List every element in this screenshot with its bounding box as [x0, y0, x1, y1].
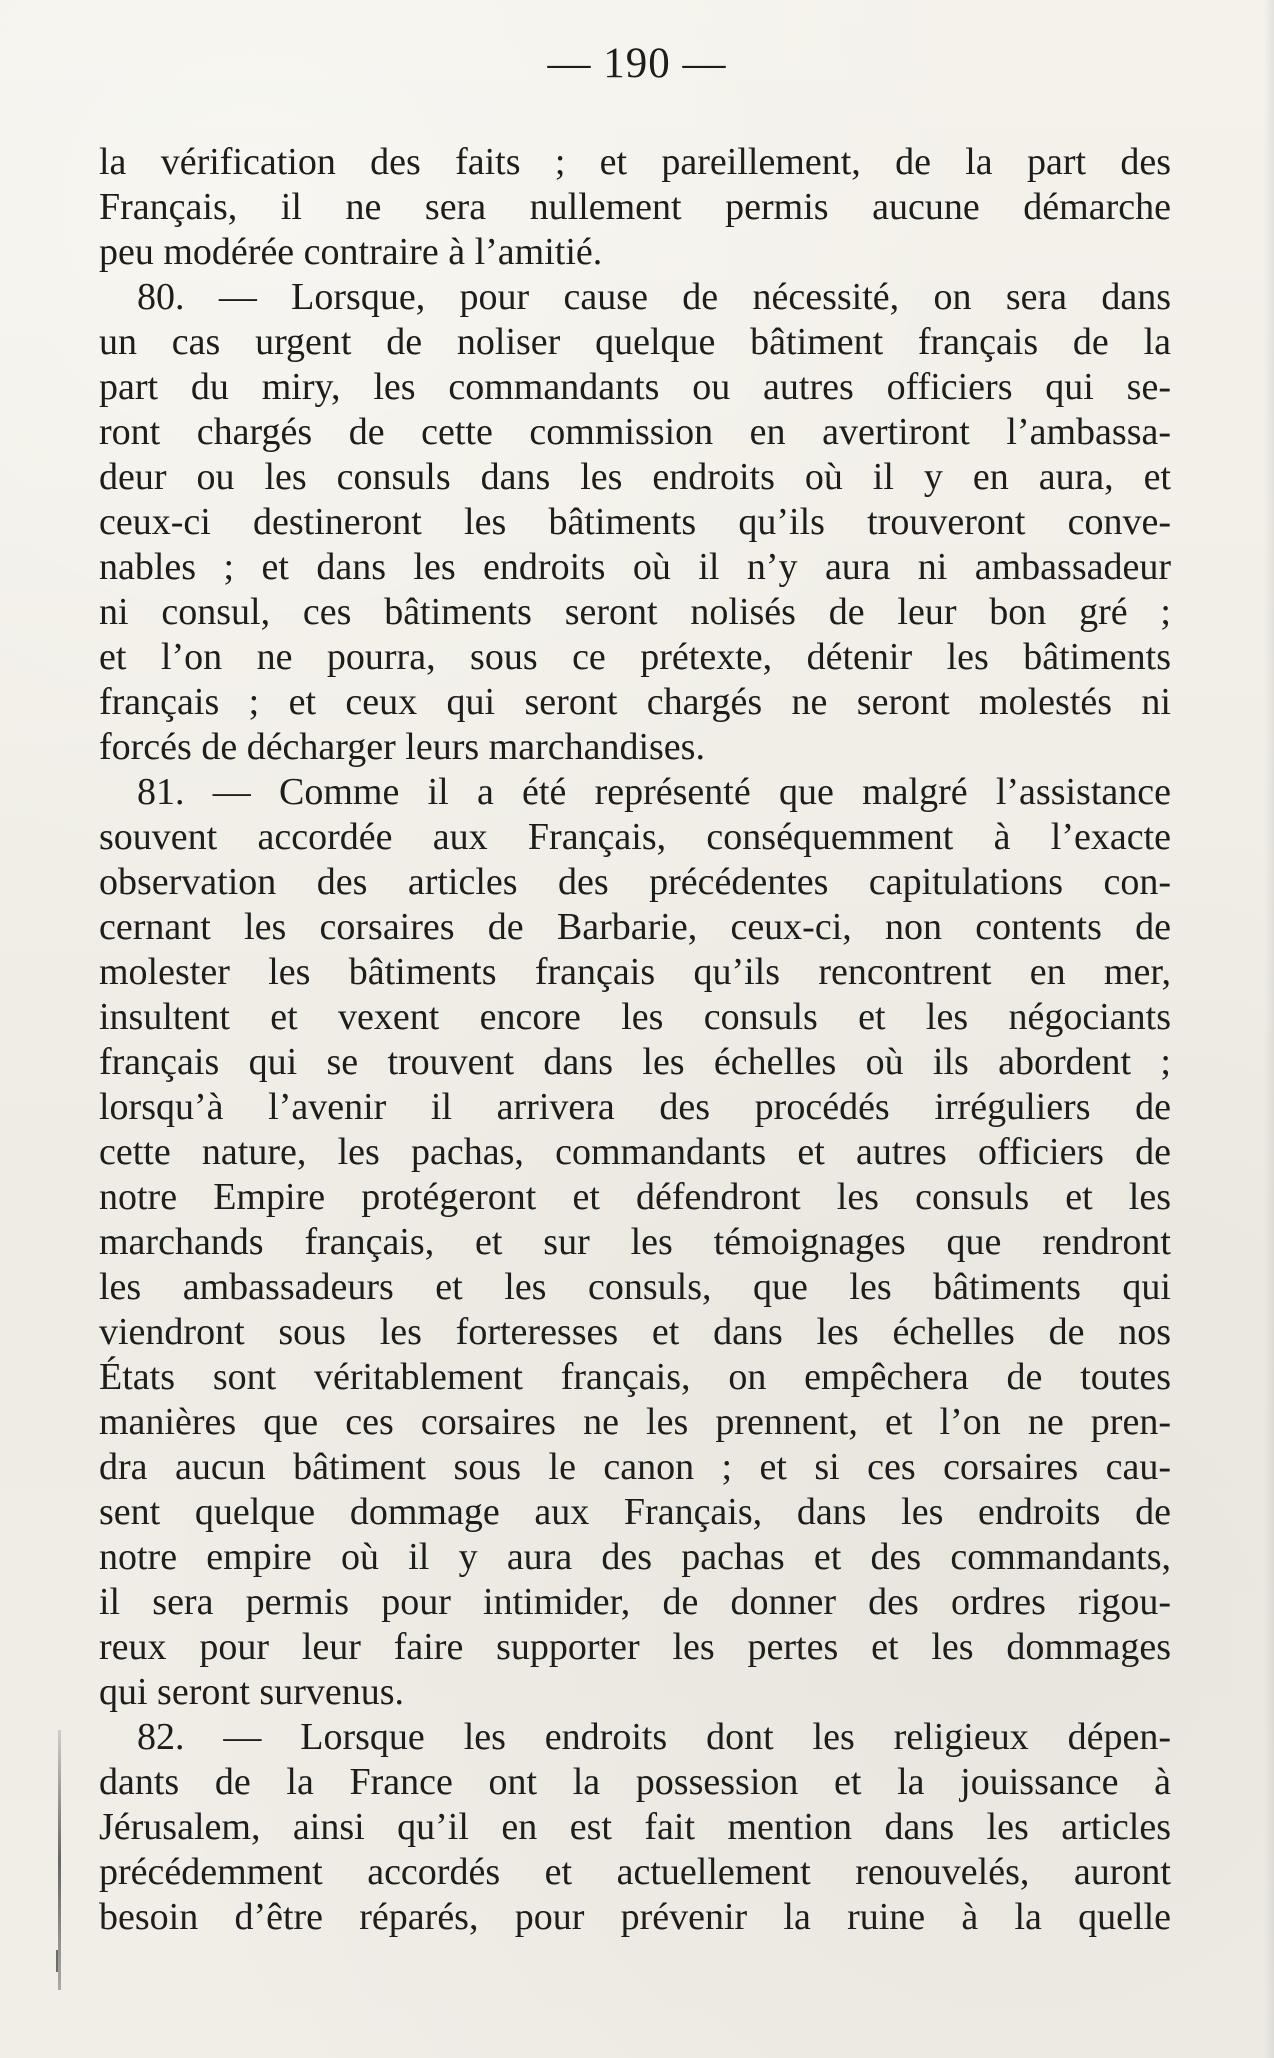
text-line: besoin d’être réparés, pour prévenir la ruine à la quelle	[99, 1896, 1171, 1938]
text-line: cette nature, les pachas, commandants et autres officiers de	[99, 1131, 1171, 1173]
page-number: — 190 —	[547, 40, 727, 87]
text-line: les ambassadeurs et les consuls, que les bâtiments qui	[99, 1266, 1171, 1308]
margin-mark-small	[56, 1950, 58, 1972]
text-line: souvent accordée aux Français, conséquemment à l’exacte	[99, 816, 1171, 858]
text-line: États sont véritablement français, on empêchera de toutes	[99, 1356, 1171, 1398]
text-line: observation des articles des précédentes capitulations con-	[99, 861, 1171, 903]
text-line: il sera permis pour intimider, de donner des ordres rigou-	[99, 1581, 1171, 1623]
text-line: notre Empire protégeront et défendront les consuls et les	[99, 1176, 1171, 1218]
paragraph-80-start: 80. — Lorsque, pour cause de nécessité, on sera dans	[137, 276, 1171, 318]
text-line: français qui se trouvent dans les échelles où ils abordent ;	[99, 1041, 1171, 1083]
text-line: qui seront survenus.	[99, 1671, 405, 1713]
text-line: et l’on ne pourra, sous ce prétexte, détenir les bâtiments	[99, 636, 1171, 678]
text-line: la vérification des faits ; et pareillement, de la part des	[99, 141, 1171, 183]
text-line: sent quelque dommage aux Français, dans les endroits de	[99, 1491, 1171, 1533]
text-line: peu modérée contraire à l’amitié.	[99, 231, 603, 273]
text-line: français ; et ceux qui seront chargés ne seront molestés ni	[99, 681, 1171, 723]
text-line: dants de la France ont la possession et la jouissance à	[99, 1761, 1171, 1803]
text-line: viendront sous les forteresses et dans les échelles de nos	[99, 1311, 1171, 1353]
text-line: reux pour leur faire supporter les pertes et les dommages	[99, 1626, 1171, 1668]
text-line: deur ou les consuls dans les endroits où il y en aura, et	[99, 456, 1171, 498]
text-block	[99, 140, 1171, 1940]
text-line: insultent et vexent encore les consuls et les négociants	[99, 996, 1171, 1038]
text-line: lorsqu’à l’avenir il arrivera des procédés irréguliers de	[99, 1086, 1171, 1128]
scan-edge	[1264, 0, 1274, 2058]
text-line: précédemment accordés et actuellement renouvelés, auront	[99, 1851, 1171, 1893]
paragraph-81-start: 81. — Comme il a été représenté que malgré l’assistance	[137, 771, 1171, 813]
paragraph-82-start: 82. — Lorsque les endroits dont les religieux dépen-	[137, 1716, 1171, 1758]
text-line: ni consul, ces bâtiments seront nolisés de leur bon gré ;	[99, 591, 1171, 633]
text-line: marchands français, et sur les témoignages que rendront	[99, 1221, 1171, 1263]
text-line: nables ; et dans les endroits où il n’y aura ni ambassadeur	[99, 546, 1171, 588]
text-line: forcés de décharger leurs marchandises.	[99, 726, 705, 768]
text-line: un cas urgent de noliser quelque bâtiment français de la	[99, 321, 1171, 363]
text-line: ceux-ci destineront les bâtiments qu’ils trouveront conve-	[99, 501, 1171, 543]
text-line: part du miry, les commandants ou autres officiers qui se-	[99, 366, 1171, 408]
text-line: dra aucun bâtiment sous le canon ; et si ces corsaires cau-	[99, 1446, 1171, 1488]
text-line: Jérusalem, ainsi qu’il en est fait mention dans les articles	[99, 1806, 1171, 1848]
text-line: manières que ces corsaires ne les prennent, et l’on ne pren-	[99, 1401, 1171, 1443]
text-line: ront chargés de cette commission en avertiront l’ambassa-	[99, 411, 1171, 453]
text-line: molester les bâtiments français qu’ils rencontrent en mer,	[99, 951, 1171, 993]
text-line: notre empire où il y aura des pachas et des commandants,	[99, 1536, 1171, 1578]
text-line: Français, il ne sera nullement permis aucune démarche	[99, 186, 1171, 228]
text-line: cernant les corsaires de Barbarie, ceux-ci, non contents de	[99, 906, 1171, 948]
margin-mark	[58, 1730, 61, 1990]
